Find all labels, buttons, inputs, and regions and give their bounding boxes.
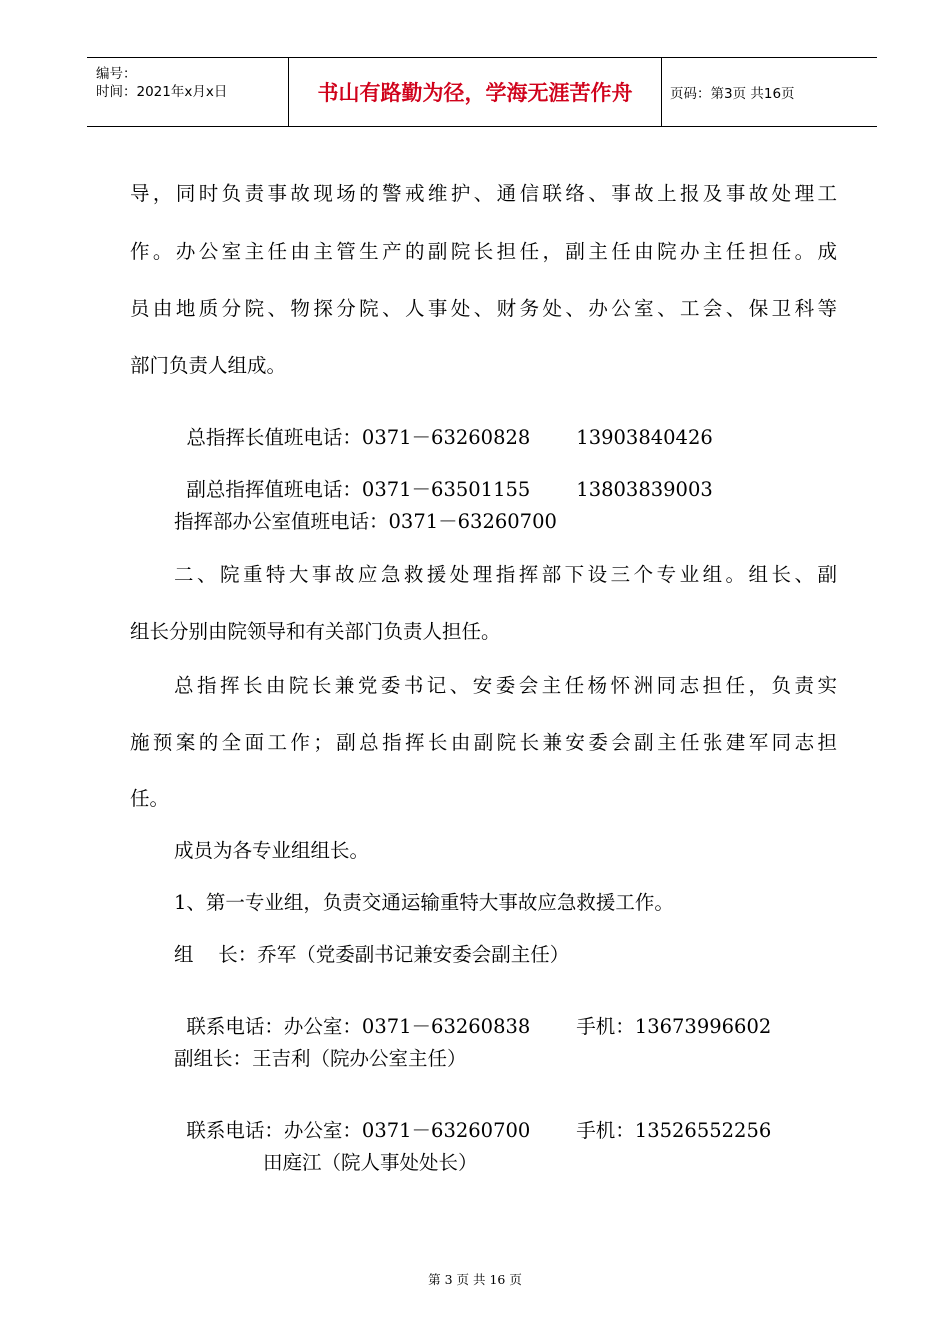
- header-page-label: 页码：第3页 共16页: [670, 86, 795, 102]
- contact-line: [174, 460, 713, 499]
- group-leader: 组 长：乔军（党委副书记兼安委会副主任）: [174, 943, 570, 966]
- deputy-mobile: 手机：13526552256: [576, 1118, 772, 1142]
- deputy-leader: 副组长：王吉利（院办公室主任）: [174, 1047, 467, 1070]
- paragraph-line: 组长分别由院领导和有关部门负责人担任。: [130, 620, 501, 643]
- deputy-commander-mobile: 13803839003: [576, 477, 713, 501]
- office-phone: 指挥部办公室值班电话：0371－63260700: [174, 510, 557, 533]
- deputy-leader-2: 田庭江（院人事处处长）: [263, 1151, 478, 1174]
- leader-office-phone: 联系电话：办公室：0371－63260838: [186, 1014, 531, 1038]
- paragraph-line: 作。办公室主任由主管生产的副院长担任，副主任由院办主任担任。成: [130, 240, 837, 263]
- deputy-office-phone: 联系电话：办公室：0371－63260700: [186, 1118, 531, 1142]
- contact-line: [174, 1101, 771, 1140]
- paragraph-line: 二、院重特大事故应急救援处理指挥部下设三个专业组。组长、副: [174, 563, 837, 586]
- paragraph-line: 员由地质分院、物探分院、人事处、财务处、办公室、工会、保卫科等: [130, 297, 837, 320]
- deputy-commander-phone: 副总指挥值班电话：0371－63501155: [186, 477, 531, 501]
- paragraph-line: 总指挥长由院长兼党委书记、安委会主任杨怀洲同志担任，负责实: [174, 674, 837, 697]
- commander-phone: 总指挥长值班电话：0371－63260828: [186, 425, 531, 449]
- paragraph-line: 部门负责人组成。: [130, 354, 287, 377]
- page-header: [87, 57, 877, 127]
- paragraph-line: 任。: [130, 787, 170, 810]
- paragraph-line: 导，同时负责事故现场的警戒维护、通信联络、事故上报及事故处理工: [130, 182, 837, 205]
- contact-line: [174, 408, 713, 447]
- page-footer: 第 3 页 共 16 页: [428, 1272, 522, 1287]
- paragraph-line: 成员为各专业组组长。: [174, 839, 370, 862]
- header-motto: 书山有路勤为径，学海无涯苦作舟: [289, 58, 662, 126]
- contact-line: [174, 997, 771, 1036]
- paragraph-line: 施预案的全面工作；副总指挥长由副院长兼安委会副主任张建军同志担: [130, 731, 837, 754]
- commander-mobile: 13903840426: [576, 425, 713, 449]
- paragraph-line: 1、第一专业组，负责交通运输重特大事故应急救援工作。: [174, 891, 674, 914]
- leader-mobile: 手机：13673996602: [576, 1014, 772, 1038]
- document-time-label: 时间：2021年x月x日: [96, 84, 228, 100]
- document-number-label: 编号：: [96, 66, 137, 82]
- header-meta: [87, 58, 289, 126]
